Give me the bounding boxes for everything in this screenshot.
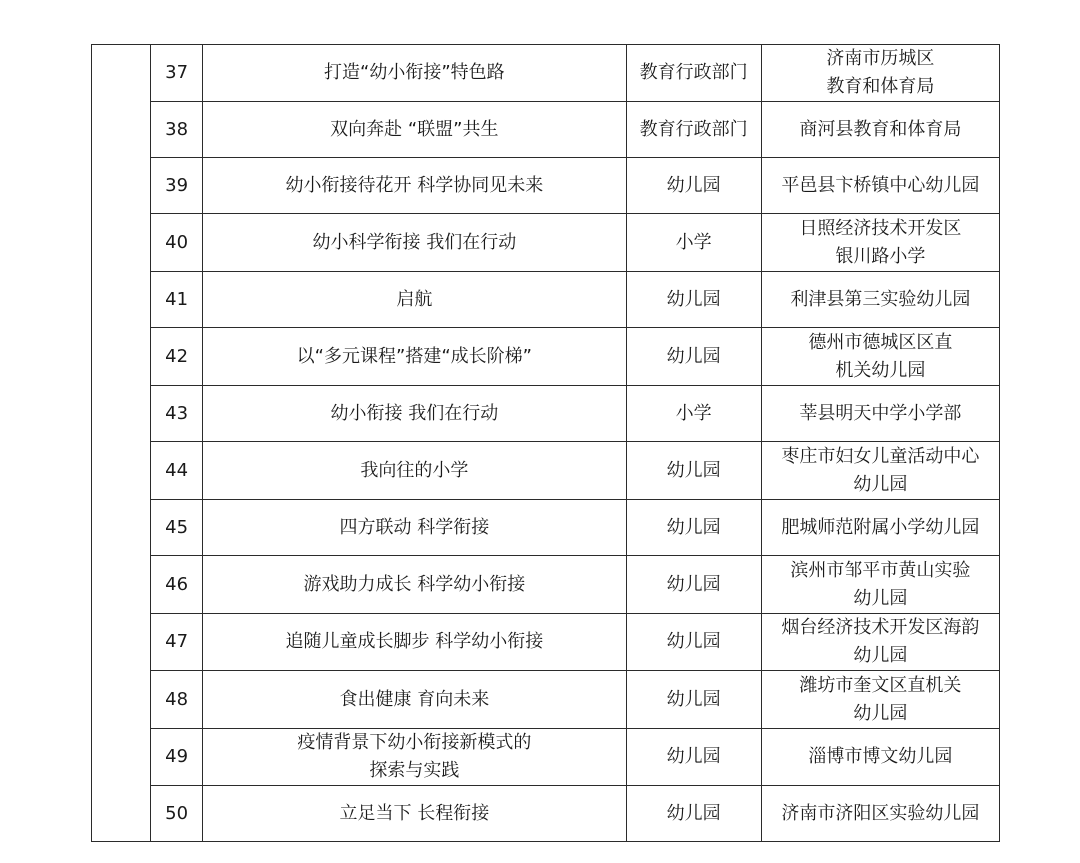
case-title-cell: [203, 386, 626, 442]
unit-type-cell: 幼儿园: [626, 786, 761, 842]
row-number-cell: 37: [151, 45, 203, 102]
table-row: [92, 45, 1000, 102]
unit-type-cell: 小学: [626, 386, 761, 442]
table-row: [92, 786, 1000, 842]
case-title-cell: [203, 214, 626, 272]
unit-name-line: 烟台经济技术开发区海韵: [781, 617, 980, 638]
unit-type-cell: 幼儿园: [626, 500, 761, 556]
unit-name-cell: [761, 386, 999, 442]
case-title-line: 游戏助力成长 科学幼小衔接: [303, 573, 526, 595]
unit-name-line: 机关幼儿园: [835, 359, 926, 381]
unit-name-cell: [761, 614, 999, 671]
case-title-cell: [203, 786, 626, 842]
case-title-line: 打造“幼小衔接”特色路: [324, 62, 505, 83]
unit-type-cell: 幼儿园: [626, 671, 761, 729]
case-title-line: 幼小衔接 我们在行动: [330, 402, 499, 424]
case-title-line: 幼小衔接待花开 科学协同见未来: [285, 174, 544, 196]
row-number-cell: 47: [151, 614, 203, 671]
case-title-line: 幼小科学衔接 我们在行动: [312, 231, 517, 253]
case-title-line: 疫情背景下幼小衔接新模式的: [297, 732, 532, 753]
case-title-line: 启航: [396, 288, 433, 310]
case-title-line: 探索与实践: [369, 760, 460, 781]
case-title-line: 我向往的小学: [360, 459, 469, 481]
unit-type-cell: 幼儿园: [626, 158, 761, 214]
unit-name-cell: [761, 786, 999, 842]
unit-name-line: 济南市历城区: [826, 48, 935, 69]
unit-name-line: 银川路小学: [835, 245, 926, 267]
unit-name-cell: [761, 442, 999, 500]
row-number-cell: 48: [151, 671, 203, 729]
unit-name-cell: [761, 102, 999, 158]
unit-name-cell: [761, 45, 999, 102]
row-number-cell: 38: [151, 102, 203, 158]
unit-name-line: 枣庄市妇女儿童活动中心: [781, 445, 980, 467]
case-title-line: 食出健康 育向未来: [339, 688, 490, 710]
unit-name-line: 肥城师范附属小学幼儿园: [781, 516, 980, 538]
table-row: [92, 614, 1000, 671]
case-title-cell: [203, 102, 626, 158]
unit-name-line: 济南市济阳区实验幼儿园: [781, 802, 980, 824]
unit-type-cell: 幼儿园: [626, 614, 761, 671]
unit-type-cell: 教育行政部门: [626, 102, 761, 158]
unit-name-cell: [761, 671, 999, 729]
case-title-cell: [203, 158, 626, 214]
unit-name-line: 幼儿园: [853, 587, 908, 609]
table-row: [92, 386, 1000, 442]
case-title-cell: [203, 729, 626, 786]
table-row: [92, 671, 1000, 729]
table-row: [92, 214, 1000, 272]
unit-name-line: 幼儿园: [853, 473, 908, 495]
table-row: [92, 442, 1000, 500]
row-number-cell: 39: [151, 158, 203, 214]
unit-type-cell: 幼儿园: [626, 272, 761, 328]
unit-name-line: 利津县第三实验幼儿园: [790, 288, 971, 310]
case-title-line: 四方联动 科学衔接: [339, 516, 490, 538]
row-number-cell: 45: [151, 500, 203, 556]
unit-type-cell: 教育行政部门: [626, 45, 761, 102]
unit-type-cell: 幼儿园: [626, 328, 761, 386]
row-number-cell: 40: [151, 214, 203, 272]
case-title-line: 以“多元课程”搭建“成长阶梯”: [296, 345, 532, 367]
unit-name-line: 莘县明天中学小学部: [799, 402, 962, 424]
unit-name-cell: [761, 272, 999, 328]
case-title-cell: [203, 45, 626, 102]
unit-type-cell: 幼儿园: [626, 556, 761, 614]
unit-name-cell: [761, 214, 999, 272]
case-title-cell: [203, 500, 626, 556]
row-number-cell: 44: [151, 442, 203, 500]
left-merged-cell: [92, 45, 151, 842]
case-title-line: 追随儿童成长脚步 科学幼小衔接: [285, 631, 544, 652]
case-title-cell: [203, 328, 626, 386]
table-row: [92, 556, 1000, 614]
unit-type-cell: 幼儿园: [626, 442, 761, 500]
unit-name-line: 幼儿园: [853, 645, 908, 666]
unit-name-cell: [761, 556, 999, 614]
case-title-cell: [203, 614, 626, 671]
case-title-cell: [203, 442, 626, 500]
table-row: [92, 158, 1000, 214]
unit-name-cell: [761, 328, 999, 386]
unit-name-line: 教育和体育局: [826, 76, 935, 97]
case-title-line: 立足当下 长程衔接: [339, 802, 490, 824]
unit-name-line: 淄博市博文幼儿园: [808, 746, 953, 767]
unit-name-line: 平邑县卞桥镇中心幼儿园: [781, 174, 980, 196]
unit-name-cell: [761, 158, 999, 214]
unit-name-line: 滨州市邹平市黄山实验: [790, 559, 971, 581]
table-row: [92, 500, 1000, 556]
row-number-cell: 49: [151, 729, 203, 786]
case-title-line: 双向奔赴 “联盟”共生: [330, 118, 499, 140]
unit-name-line: 商河县教育和体育局: [799, 118, 962, 140]
table-row: [92, 102, 1000, 158]
row-number-cell: 42: [151, 328, 203, 386]
unit-name-cell: [761, 500, 999, 556]
row-number-cell: 46: [151, 556, 203, 614]
table-row: [92, 272, 1000, 328]
row-number-cell: 41: [151, 272, 203, 328]
unit-name-line: 德州市德城区区直: [808, 331, 953, 353]
case-title-cell: [203, 272, 626, 328]
row-number-cell: 50: [151, 786, 203, 842]
award-list-table: [91, 44, 1000, 842]
table-row: [92, 328, 1000, 386]
table-row: [92, 729, 1000, 786]
unit-name-line: 幼儿园: [853, 702, 908, 724]
unit-type-cell: 幼儿园: [626, 729, 761, 786]
unit-type-cell: 小学: [626, 214, 761, 272]
case-title-cell: [203, 556, 626, 614]
unit-name-line: 日照经济技术开发区: [799, 217, 962, 239]
unit-name-cell: [761, 729, 999, 786]
table-body: [92, 45, 1000, 842]
case-title-cell: [203, 671, 626, 729]
unit-name-line: 潍坊市奎文区直机关: [799, 674, 962, 696]
row-number-cell: 43: [151, 386, 203, 442]
